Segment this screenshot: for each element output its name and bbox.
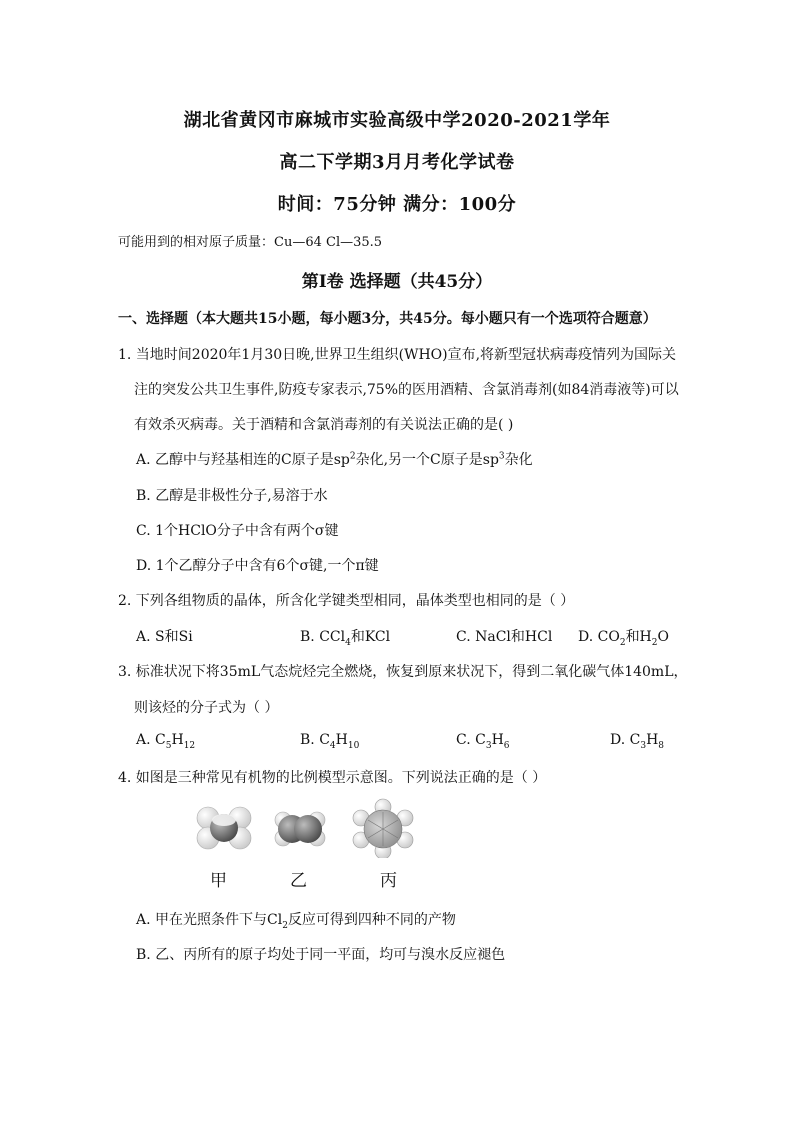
q3-stem-line1: 3. 标准状况下将35mL气态烷烃完全燃烧，恢复到原来状况下，得到二氧化碳气体140mL， [118,664,688,680]
q3-option-d: D. $C_3H_8$ [610,732,665,751]
q2-option-a: A. S和Si [136,629,193,645]
molecule-models-figure [195,798,425,893]
label-bing: 丙 [380,871,397,891]
q3-option-a: A. $C_5H_{12}$ [136,732,196,751]
label-yi: 乙 [290,871,307,891]
q2-stem: 2. 下列各组物质的晶体，所含化学键类型相同，晶体类型也相同的是（ ） [118,593,575,609]
methane-model [197,807,251,849]
label-jia: 甲 [210,871,227,891]
space-filling-models [195,798,425,858]
q1-option-a: A. 乙醇中与羟基相连的C原子是$sp^2$杂化,另一个C原子是$sp^3$杂化 [136,451,533,468]
q2-option-b: B. CCl$_4$和KCl [300,629,391,648]
benzene-model [353,799,413,858]
q3-stem-line2: 则该烃的分子式为（ ） [134,700,279,716]
q4-stem: 4. 如图是三种常见有机物的比例模型示意图。下列说法正确的是（ ） [118,770,547,786]
q1-stem-line1: 1. 当地时间2020年1月30日晚,世界卫生组织(WHO)宣布,将新型冠状病毒疫情列为国际关 [118,347,677,363]
q4-option-b: B. 乙、丙所有的原子均处于同一平面，均可与溴水反应褪色 [136,947,506,963]
q4-option-a: A. 甲在光照条件下与$Cl_2$反应可得到四种不同的产物 [136,912,456,931]
exam-time-score: 时间：75分钟 满分：100分 [277,194,517,215]
exam-title-school: 湖北省黄冈市麻城市实验高级中学2020-2021学年 [183,110,611,131]
exam-title-subject: 高二下学期3月月考化学试卷 [279,152,515,173]
atomic-mass-note: 可能用到的相对原子质量：Cu—64 Cl—35.5 [118,235,383,250]
q1-stem-line2: 注的突发公共卫生事件,防疫专家表示,75%的医用酒精、含氯消毒剂(如84消毒液等)可以 [134,382,679,398]
q2-option-c: C. NaCl和HCl [456,629,553,645]
q3-option-c: C. $C_3H_6$ [456,732,510,751]
q2-option-d: D. $CO_2$和$H_2O$ [578,629,669,648]
q1-option-b: B. 乙醇是非极性分子,易溶于水 [136,488,328,504]
q1-stem-line3: 有效杀灭病毒。关于酒精和含氯消毒剂的有关说法正确的是( ) [134,417,514,433]
ethylene-model [275,812,325,846]
q3-option-b: B. $C_4H_{10}$ [300,732,360,751]
section-heading: 第Ⅰ卷 选择题（共45分） [301,272,493,292]
q1-option-c: C. 1个HClO分子中含有两个σ键 [136,523,339,539]
q1-option-d: D. 1个乙醇分子中含有6个σ键,一个π键 [136,558,379,574]
section-instruction: 一、选择题（本大题共15小题，每小题3分，共45分。每小题只有一个选项符合题意） [118,311,657,327]
